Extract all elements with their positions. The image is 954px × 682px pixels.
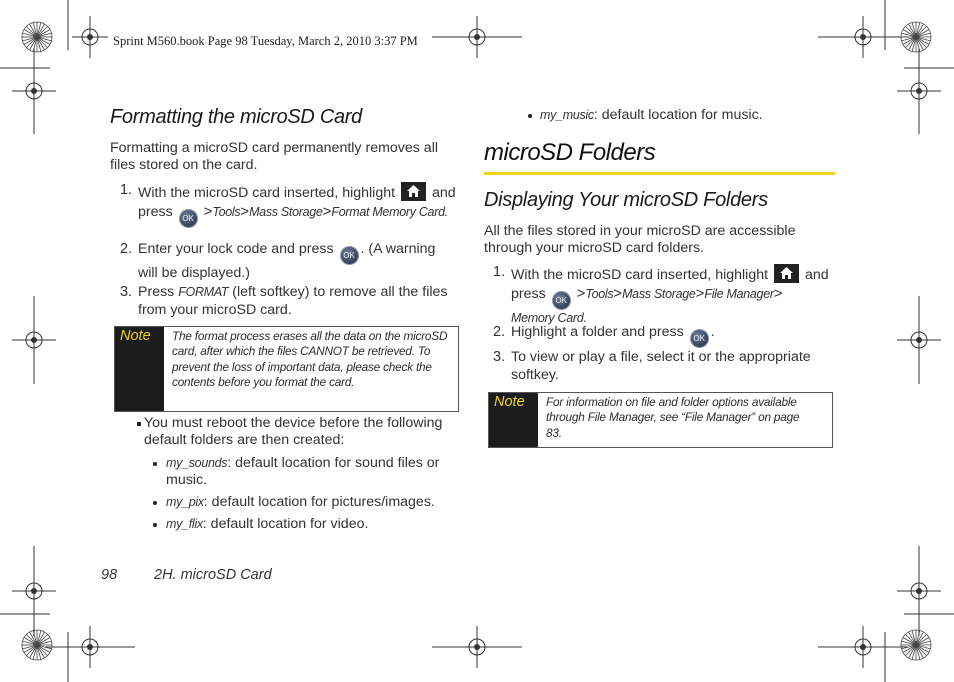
home-icon xyxy=(401,182,426,201)
ok-button-icon: OK xyxy=(179,209,198,228)
ok-button-icon: OK xyxy=(690,329,709,348)
step-number: 3. xyxy=(493,349,506,365)
section-footer: 2H. microSD Card xyxy=(154,567,272,583)
step-3: 3. To view or play a file, select it or the appropriate softkey. xyxy=(493,349,811,383)
intro-paragraph: Formatting a microSD card permanently removes all files stored on the card. xyxy=(110,140,439,173)
square-bullet xyxy=(137,422,141,426)
step-1: 1. With the microSD card inserted, highlight and press OK >Tools>Mass Storage>Format Memory Card. xyxy=(138,182,463,228)
step-1: 1. With the microSD card inserted, highlight and press OK >Tools>Mass Storage>File Manager> Memory Card. xyxy=(493,264,829,325)
step-number: 3. xyxy=(120,284,133,300)
note-label: Note xyxy=(494,394,525,410)
running-header: Sprint M560.book Page 98 Tuesday, March 2, 2010 3:37 PM xyxy=(113,34,418,48)
bullet xyxy=(153,523,157,527)
note-box xyxy=(488,392,833,448)
step-2: 2. Enter your lock code and press OK . (A warning will be displayed.) xyxy=(120,241,436,281)
title-rule xyxy=(484,172,835,175)
step-number: 1. xyxy=(493,264,506,280)
step-number: 1. xyxy=(120,182,133,198)
note-tab xyxy=(489,393,538,447)
bullet xyxy=(153,501,157,505)
reboot-note: You must reboot the device before the following default folders are then created: xyxy=(144,415,443,448)
intro-paragraph: All the files stored in your microSD are accessible through your microSD card folders. xyxy=(484,223,796,256)
ok-button-icon: OK xyxy=(340,246,359,265)
step-3: 3. Press FORMAT (left softkey) to remove all the files from your microSD card. xyxy=(120,284,448,318)
note-text: For information on file and folder options available through File Manager, see “File Manager” on page 83. xyxy=(546,395,800,440)
step-number: 2. xyxy=(120,241,133,257)
note-text: The format process erases all the data on the microSD card, after which the files CANNOT be retrieved. To prevent the loss of important data, please check the contents before you format the card. xyxy=(172,329,448,389)
page-number: 98 xyxy=(101,567,118,583)
section-heading: Formatting the microSD Card xyxy=(110,106,362,128)
note-label: Note xyxy=(120,328,151,344)
folder-item: my_sounds: default location for sound files or music. xyxy=(166,455,440,488)
folder-item: my_music: default location for music. xyxy=(540,107,763,123)
folder-item: my_pix: default location for pictures/images. xyxy=(166,494,435,510)
chapter-section-title: microSD Folders xyxy=(484,139,656,166)
step-2: 2. Highlight a folder and press OK . xyxy=(511,324,831,348)
note-box xyxy=(114,326,459,412)
step-number: 2. xyxy=(493,324,506,340)
note-tab xyxy=(115,327,164,411)
bullet xyxy=(528,114,532,118)
subsection-heading: Displaying Your microSD Folders xyxy=(484,189,768,211)
ok-button-icon: OK xyxy=(552,291,571,310)
home-icon xyxy=(774,264,799,283)
bullet xyxy=(153,462,157,466)
folder-item: my_flix: default location for video. xyxy=(166,516,369,532)
